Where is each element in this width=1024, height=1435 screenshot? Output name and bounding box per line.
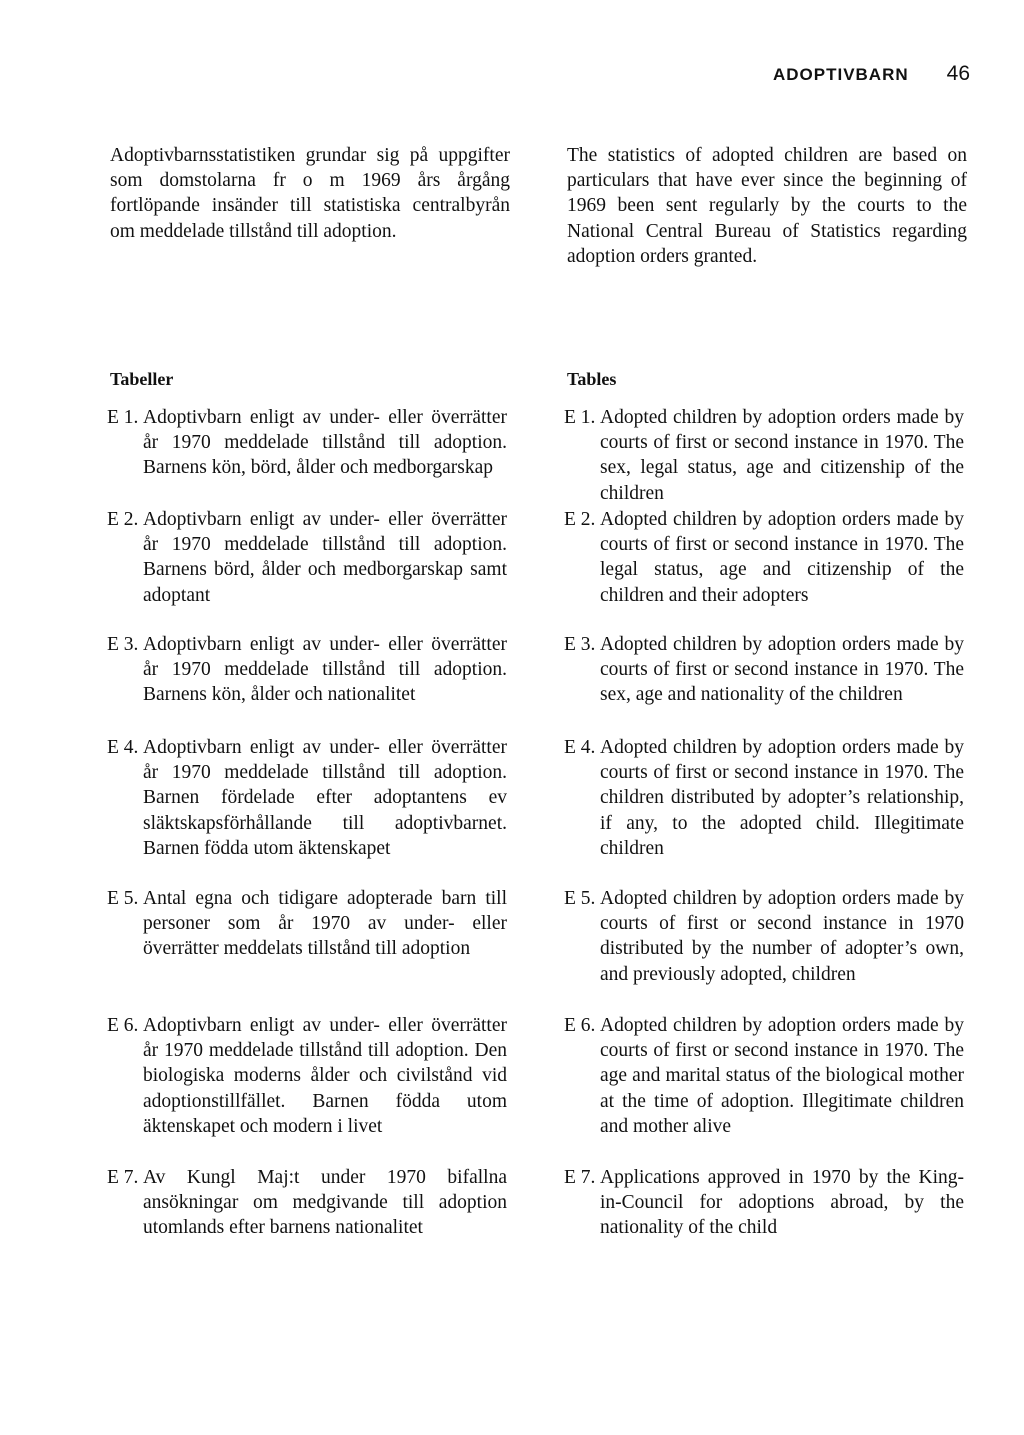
english-table-item-e4 [564,735,964,861]
swedish-intro-paragraph: Adoptivbarnsstatistiken grundar sig på uppgifter som domstolarna fr o m 1969 års årgång fortlöpande insänder till statistiska centralbyrån om meddelade tillstånd till adoption. [110,145,510,242]
swedish-table-item-e6 [107,1013,507,1139]
table-description: Antal egna och tidigare adopterade barn till personer som år 1970 av under- eller överrätter meddelats tillstånd till adoption [143,888,507,960]
table-code: E 3. [107,634,139,655]
table-description: Adoptivbarn enligt av under- eller överrätter år 1970 meddelade tillstånd till adoption. Barnens börd, ålder och medborgarskap samt adoptant [143,509,507,606]
table-code: E 3. [564,634,596,655]
running-title: ADOPTIVBARN [772,65,909,84]
english-table-item-e3 [564,632,964,708]
table-code: E 6. [107,1015,139,1036]
table-code: E 5. [564,888,596,909]
swedish-table-item-e2 [107,507,507,608]
english-tables-heading: Tables [567,369,617,389]
english-table-item-e1 [564,405,964,506]
english-table-item-e5 [564,886,964,987]
table-code: E 1. [564,407,596,428]
swedish-table-item-e4 [107,735,507,861]
table-code: E 7. [107,1167,139,1188]
table-description: Adoptivbarn enligt av under- eller överrätter år 1970 meddelade tillstånd till adoption. Barnens kön, börd, ålder och medborgarskap [143,407,507,479]
swedish-table-item-e1 [107,405,507,481]
table-description: Adopted children by adoption orders made by courts of first or second instance in 1970. The sex, age and nationality of the children [600,634,964,706]
table-description: Adopted children by adoption orders made by courts of first or second instance in 1970. The sex, legal status, age and citizenship of the children [600,407,964,504]
table-code: E 4. [564,737,596,758]
swedish-table-item-e5 [107,886,507,962]
table-code: E 1. [107,407,139,428]
english-intro-paragraph: The statistics of adopted children are based on particulars that have ever since the beginning of 1969 been sent regularly by the courts to the National Central Bureau of Statistics regarding adoption orders granted. [567,145,967,267]
swedish-tables-heading: Tabeller [110,369,174,389]
swedish-table-item-e7 [107,1165,507,1241]
table-code: E 5. [107,888,139,909]
page-number: 46 [946,62,970,85]
page-header [773,62,970,86]
english-table-item-e7 [564,1165,964,1241]
table-description: Applications approved in 1970 by the King-in-Council for adoptions abroad, by the nationality of the child [600,1167,964,1239]
table-code: E 4. [107,737,139,758]
table-description: Adopted children by adoption orders made by courts of first or second instance in 1970. The age and marital status of the biological mother at the time of adoption. Illegitimate children and mother alive [600,1015,964,1137]
table-code: E 7. [564,1167,596,1188]
english-table-item-e2 [564,507,964,608]
table-description: Adoptivbarn enligt av under- eller överrätter år 1970 meddelade tillstånd till adoption. Den biologiska moderns ålder och civilstånd vid adoptionstillfället. Barnen födda utom äktenskapet och modern i livet [143,1015,507,1137]
table-code: E 2. [564,509,596,530]
table-code: E 2. [107,509,139,530]
table-description: Adoptivbarn enligt av under- eller överrätter år 1970 meddelade tillstånd till adoption. Barnens kön, ålder och nationalitet [143,634,507,706]
swedish-table-item-e3 [107,632,507,708]
table-description: Adopted children by adoption orders made by courts of first or second instance in 1970 distributed by the number of adopter’s own, and previously adopted, children [600,888,964,985]
table-description: Av Kungl Maj:t under 1970 bifallna ansökningar om medgivande till adoption utomlands efter barnens nationalitet [143,1167,507,1239]
table-description: Adopted children by adoption orders made by courts of first or second instance in 1970. The legal status, age and citizenship of the children and their adopters [600,509,964,606]
table-description: Adopted children by adoption orders made by courts of first or second instance in 1970. The children distributed by adopter’s relationship, if any, to the adopted child. Illegitimate children [600,737,964,859]
english-table-item-e6 [564,1013,964,1139]
table-description: Adoptivbarn enligt av under- eller överrätter år 1970 meddelade tillstånd till adoption. Barnen fördelade efter adoptantens ev släktskapsförhållande till adoptivbarnet. Barnen födda utom äktenskapet [143,737,507,859]
table-code: E 6. [564,1015,596,1036]
